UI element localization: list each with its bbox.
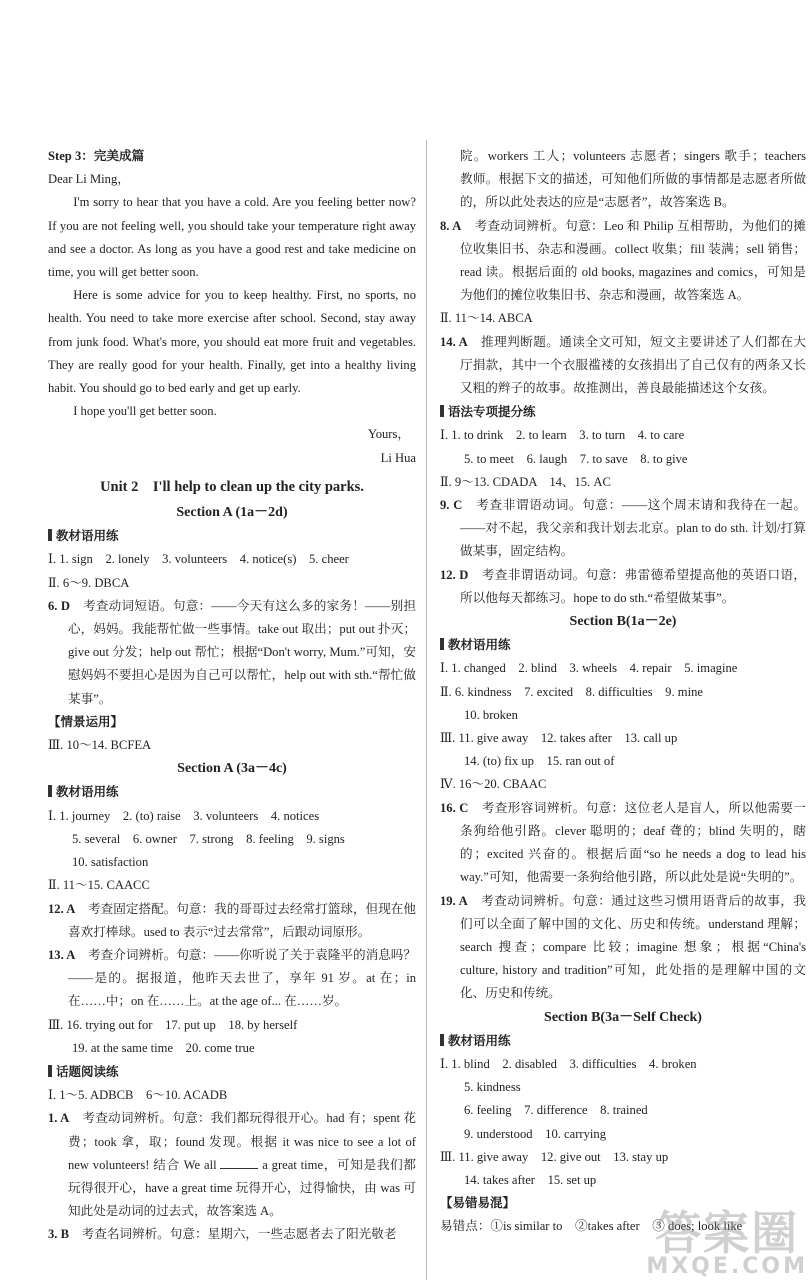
- grammar-line-3: Ⅱ. 9～13. CDADA 14、15. AC: [440, 474, 611, 489]
- grammar-line-1: Ⅰ. 1. to drink 2. to learn 3. to turn 4. to care: [440, 428, 685, 443]
- section-b1-tag: 教材语用练: [440, 634, 806, 657]
- question-12-d: 12. D 考查非谓语动词。句意：弗雷德希望提高他的英语口语，所以他每天都练习。hope to do sth.“希望做某事”。: [440, 567, 807, 605]
- section-b1-line-3: 10. broken: [464, 707, 518, 722]
- section-a2-line-4: Ⅱ. 11～15. CAACC: [48, 878, 150, 893]
- section-b2-line-6: 14. takes after 15. set up: [464, 1172, 597, 1187]
- mistake-line: 易错点：①is similar to ②takes after ③ does; look like: [440, 1219, 743, 1234]
- section-b2-line-3: 6. feeling 7. difference 8. trained: [464, 1103, 648, 1118]
- tag-bar-icon: [48, 529, 52, 541]
- section-b1-line-5: 14. (to) fix up 15. ran out of: [464, 754, 615, 769]
- section-a2-line-6: 19. at the same time 20. come true: [72, 1040, 255, 1055]
- question-14: 14. A 推理判断题。通读全文可知，短文主要讲述了人们都在大厅捐款，其中一个衣服褴褛的女孩捐出了自己仅有的两条又长又粗的辫子的故事。故推测出，善良最能描述这个女孩。: [440, 334, 807, 396]
- question-19: 19. A 考查动词辨析。句意：通过这些习惯用语背后的故事，我们可以全面了解中国的文化、历史和传统。understand 理解；search 搜查；compare 比较；imagine 想象；根据“China's culture, history and tradition”可知，此处指的是理解中国的文化、历史和传统。: [440, 893, 807, 1001]
- question-8: 8. A 考查动词辨析。句意：Leo 和 Philip 互相帮助，为他们的摊位收集旧书、杂志和漫画。collect 收集；fill 装满；sell 销售；read 读。根据后面的 old books, magazines and comics，可知是为他们的摊位收集旧书、杂志和漫画，故答案选 A。: [440, 218, 807, 303]
- letter-paragraph-1: I'm sorry to hear that you have a cold. Are you feeling better now? If you are not feeling well, you should take your temperature right away and see a doctor. As long as you have a good rest and take medicine on time, you will get better soon.: [48, 195, 416, 280]
- section-a1-tag: 教材语用练: [48, 525, 416, 548]
- watermark-text: 答案圈: [655, 1206, 800, 1260]
- section-b1-title: Section B(1a－2e): [569, 614, 677, 630]
- letter-paragraph-3: I hope you'll get better soon.: [73, 404, 217, 419]
- section-a2-title: Section A (3a－4c): [177, 761, 287, 777]
- reading-tag: 话题阅读练: [48, 1061, 416, 1084]
- right-column: [440, 145, 806, 1239]
- question-1-a: 1. A 考查动词辨析。句意：我们都玩得很开心。had 有；spent 花费；took 拿，取；found 发现。根据 it was nice to see a lot of new volunteers! 结合 We all a great time，可知是我们都玩得很开心，have a great time 玩得开心，过得愉快，由 was 可知此处是动词的过去式，故答案选 A。: [48, 1111, 416, 1219]
- step3-heading: Step 3：完美成篇: [48, 149, 145, 163]
- tag-bar-icon: [48, 1065, 52, 1077]
- grammar-tag: 语法专项提分练: [440, 401, 806, 424]
- question-9: 9. C 考查非谓语动词。句意：——这个周末请和我待在一起。——对不起，我父亲和我计划去北京。plan to do sth. 计划/打算做某事，固定结构。: [440, 498, 806, 559]
- reading-line-1: Ⅰ. 1～5. ADBCB 6～10. ACADB: [48, 1088, 228, 1103]
- section-b1-line-6: Ⅳ. 16～20. CBAAC: [440, 777, 547, 792]
- section-b2-line-5: Ⅲ. 11. give away 12. give out 13. stay up: [440, 1149, 669, 1164]
- grammar-line-2: 5. to meet 6. laugh 7. to save 8. to give: [464, 451, 688, 466]
- section-b2-title: Section B(3a－Self Check): [544, 1009, 702, 1025]
- section-a2-line-2: 5. several 6. owner 7. strong 8. feeling 9. signs: [72, 831, 345, 846]
- reading-line-2: Ⅱ. 11～14. ABCA: [440, 311, 533, 326]
- section-b1-line-4: Ⅲ. 11. give away 12. takes after 13. call up: [440, 731, 678, 746]
- letter-signature: Li Hua: [380, 450, 416, 465]
- section-a2-line-5: Ⅲ. 16. trying out for 17. put up 18. by herself: [48, 1017, 298, 1032]
- section-a1-line-2: Ⅱ. 6～9. DBCA: [48, 575, 130, 590]
- section-a2-tag: 教材语用练: [48, 781, 416, 804]
- question-12-a: 12. A 考查固定搭配。句意：我的哥哥过去经常打篮球，但现在他喜欢打棒球。used to 表示“过去常常”，后跟动词原形。: [48, 901, 417, 939]
- watermark-url: MXQE.COM: [646, 1254, 808, 1279]
- section-a1-line-1: Ⅰ. 1. sign 2. lonely 3. volunteers 4. notice(s) 5. cheer: [48, 552, 349, 567]
- letter-closing: Yours，: [367, 427, 410, 442]
- section-b2-line-4: 9. understood 10. carrying: [464, 1126, 606, 1141]
- section-b2-tag: 教材语用练: [440, 1030, 806, 1053]
- column-divider: [426, 140, 427, 1280]
- question-16: 16. C 考查形容词辨析。句意：这位老人是盲人，所以他需要一条狗给他引路。clever 聪明的；deaf 聋的；blind 失明的，瞎的；excited 兴奋的。根据后面“so he needs a dog to lead his way.”可知，他需要一条狗给他引路，所以此处是说“失明的”。: [440, 800, 807, 885]
- question-3-b: 3. B 考查名词辨析。句意：星期六，一些志愿者去了阳光敬老: [48, 1227, 397, 1242]
- section-b2-line-2: 5. kindness: [464, 1080, 521, 1095]
- letter-greeting: Dear Li Ming，: [48, 172, 130, 187]
- section-b1-line-2: Ⅱ. 6. kindness 7. excited 8. difficulties 9. mine: [440, 684, 703, 699]
- question-6: 6. D 考查动词短语。句意：——今天有这么多的家务！——别担心，妈妈。我能帮忙做一些事情。take out 取出；put out 扑灭；give out 分发；help out 帮忙；根据“Don't worry, Mum.”可知，安慰妈妈不要担心是因为自己可以帮忙，help out with sth.“帮忙做某事”。: [48, 598, 416, 706]
- left-column: [48, 145, 416, 1247]
- mistake-tag: 【易错易混】: [440, 1196, 516, 1211]
- tag-bar-icon: [48, 785, 52, 797]
- section-a2-line-1: Ⅰ. 1. journey 2. (to) raise 3. volunteers 4. notices: [48, 808, 320, 823]
- question-13-a: 13. A 考查介词辨析。句意：——你听说了关于袁隆平的消息吗？——是的。据报道，他昨天去世了，享年 91 岁。at 在；in 在……中；on 在……上。at the age of... 在……岁。: [48, 947, 417, 1009]
- unit-title: Unit 2 I'll help to clean up the city parks.: [100, 478, 364, 495]
- tag-bar-icon: [440, 638, 444, 650]
- watermark-logo: [646, 1206, 808, 1279]
- situation-tag: 【情景运用】: [48, 714, 124, 729]
- section-a2-line-3: 10. satisfaction: [72, 855, 149, 870]
- tag-bar-icon: [440, 1034, 444, 1046]
- answer-blank: [220, 1158, 258, 1169]
- section-b1-line-1: Ⅰ. 1. changed 2. blind 3. wheels 4. repair 5. imagine: [440, 661, 738, 676]
- letter-paragraph-2: Here is some advice for you to keep healthy. First, no sports, no health. You need to take more exercise after school. Second, stay away from junk food. What's more, you should eat more fruit and vegetables. They are really good for your health. Finally, get into a healthy living habit. You should go to bed early and get up early.: [48, 288, 416, 396]
- section-a1-title: Section A (1a－2d): [176, 505, 288, 521]
- section-b2-line-1: Ⅰ. 1. blind 2. disabled 3. difficulties 4. broken: [440, 1056, 697, 1071]
- tag-bar-icon: [440, 405, 444, 417]
- section-a1-line-3: Ⅲ. 10～14. BCFEA: [48, 738, 152, 753]
- question-3-continued: 院。workers 工人；volunteers 志愿者；singers 歌手；teachers 教师。根据下文的描述，可知他们所做的事情都是志愿者所做的，所以此处表达的应是“志愿者”，故答案选 B。: [460, 149, 806, 210]
